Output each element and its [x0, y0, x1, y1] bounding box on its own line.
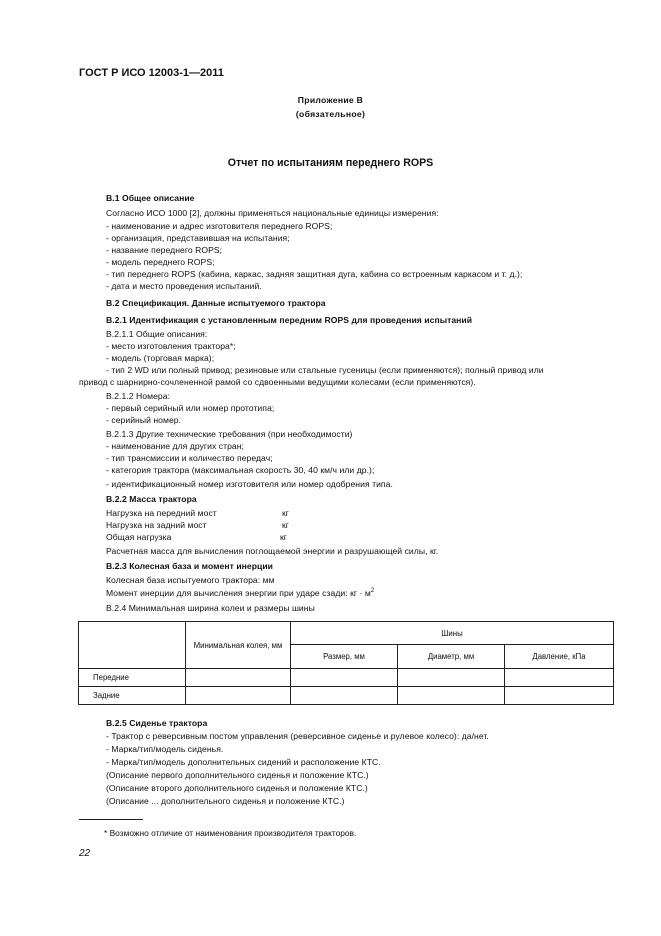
text-line: В.2.1.1 Общие описания: — [106, 329, 208, 339]
text-line: Расчетная масса для вычисления поглощаемой энергии и разрушающей силы, кг. — [106, 546, 439, 556]
document-id: ГОСТ Р ИСО 12003-1—2011 — [79, 67, 224, 79]
page-number: 22 — [79, 848, 91, 859]
text-line: - первый серийный или номер прототипа; — [106, 403, 275, 413]
cell — [398, 669, 505, 687]
text-line: - Марка/тип/модель сиденья. — [106, 744, 224, 754]
text-line: - тип трансмиссии и количество передач; — [106, 453, 273, 463]
text-line: - категория трактора (максимальная скорость 30, 40 км/ч или др.); — [106, 465, 375, 475]
header-min-track: Минимальная колея, мм — [186, 622, 291, 669]
text-line: В.2 Спецификация. Данные испытуемого трактора — [106, 298, 326, 308]
text-line: - модель (торговая марка); — [106, 353, 215, 363]
text-line: (Описание ... дополнительного сиденья и положение КТС.) — [106, 796, 345, 806]
inertia-text: Момент инерции для вычисления энергии при ударе сзади: кг · м — [106, 588, 371, 598]
text-line: - наименование для других стран; — [106, 441, 244, 451]
text-line: В.2.1 Идентификация с установленным передним ROPS для проведения испытаний — [106, 315, 473, 325]
report-title: Отчет по испытаниям переднего ROPS — [227, 157, 434, 169]
table-row — [79, 669, 614, 687]
text-line: - наименование и адрес изготовителя переднего ROPS; — [106, 221, 333, 231]
text-line: - Трактор с реверсивным постом управления (реверсивное сиденье и рулевое колесо): да/нет. — [106, 731, 489, 741]
cell — [291, 687, 398, 705]
text-line: В.2.3 Колесная база и момент инерции — [106, 561, 274, 571]
text-line: - организация, представившая на испытания; — [106, 233, 290, 243]
inertia-sup: 2 — [370, 588, 375, 595]
text-line: В.1 Общее описание — [106, 193, 195, 203]
text-line: (Описание второго дополнительного сиденья и положение КТС.) — [106, 783, 368, 793]
text-line: - название переднего ROPS; — [106, 245, 223, 255]
track-tyre-table — [78, 621, 614, 705]
cell — [505, 669, 614, 687]
text-line: - Марка/тип/модель дополнительных сидений и расположение КТС. — [106, 757, 381, 767]
cell — [186, 687, 291, 705]
text-line: - идентификационный номер изготовителя или номер одобрения типа. — [106, 479, 393, 489]
cell — [505, 687, 614, 705]
mass-rear-unit: кг — [282, 520, 289, 530]
text-line: - место изготовления трактора*; — [106, 341, 236, 351]
text-line: В.2.1.3 Другие технические требования (при необходимости) — [106, 429, 353, 439]
text-line: - тип 2 WD или полный привод; резиновые или стальные гусеницы (если применяются); полный привод или — [106, 365, 544, 375]
cell — [291, 669, 398, 687]
text-line: - модель переднего ROPS; — [106, 257, 215, 267]
header-size: Размер, мм — [291, 645, 398, 669]
mass-total-unit: кг — [280, 532, 287, 542]
inertia-line — [106, 588, 374, 598]
text-line: Согласно ИСО 1000 [2], должны применяться национальные единицы измерения: — [106, 208, 439, 218]
header-pressure: Давление, кПа — [505, 645, 614, 669]
header-diameter: Диаметр, мм — [398, 645, 505, 669]
footnote: * Возможно отличие от наименования производителя тракторов. — [104, 828, 357, 838]
mass-front-unit: кг — [282, 508, 289, 518]
row-label-front: Передние — [79, 669, 186, 687]
text-line: В.2.2 Масса трактора — [106, 494, 197, 504]
mass-front-label: Нагрузка на передний мост — [106, 508, 217, 518]
annex-status: (обязательное) — [295, 109, 366, 119]
text-line: привод с шарнирно-сочлененной рамой со сдвоенными ведущими колесами (если применяются). — [79, 377, 476, 387]
text-line: В.2.4 Минимальная ширина колеи и размеры шины — [106, 603, 315, 613]
text-line: Колесная база испытуемого трактора: мм — [106, 575, 275, 585]
text-line: - серийный номер. — [106, 415, 182, 425]
text-line: - тип переднего ROPS (кабина, каркас, задняя защитная дуга, кабина со встроенным каркасом и т. д.); — [106, 269, 523, 279]
annex-title: Приложение В — [297, 95, 364, 105]
cell — [186, 669, 291, 687]
row-label-rear: Задние — [79, 687, 186, 705]
header-tyres: Шины — [291, 622, 614, 645]
text-line: В.2.1.2 Номера: — [106, 391, 170, 401]
mass-total-label: Общая нагрузка — [106, 532, 172, 542]
text-line: В.2.5 Сиденье трактора — [106, 718, 208, 728]
text-line: (Описание первого дополнительного сиденья и положение КТС.) — [106, 770, 369, 780]
mass-rear-label: Нагрузка на задний мост — [106, 520, 207, 530]
table-row — [79, 687, 614, 705]
text-line: - дата и место проведения испытаний. — [106, 281, 262, 291]
footnote-divider — [79, 819, 143, 820]
cell — [398, 687, 505, 705]
table-corner-cell — [79, 622, 186, 669]
